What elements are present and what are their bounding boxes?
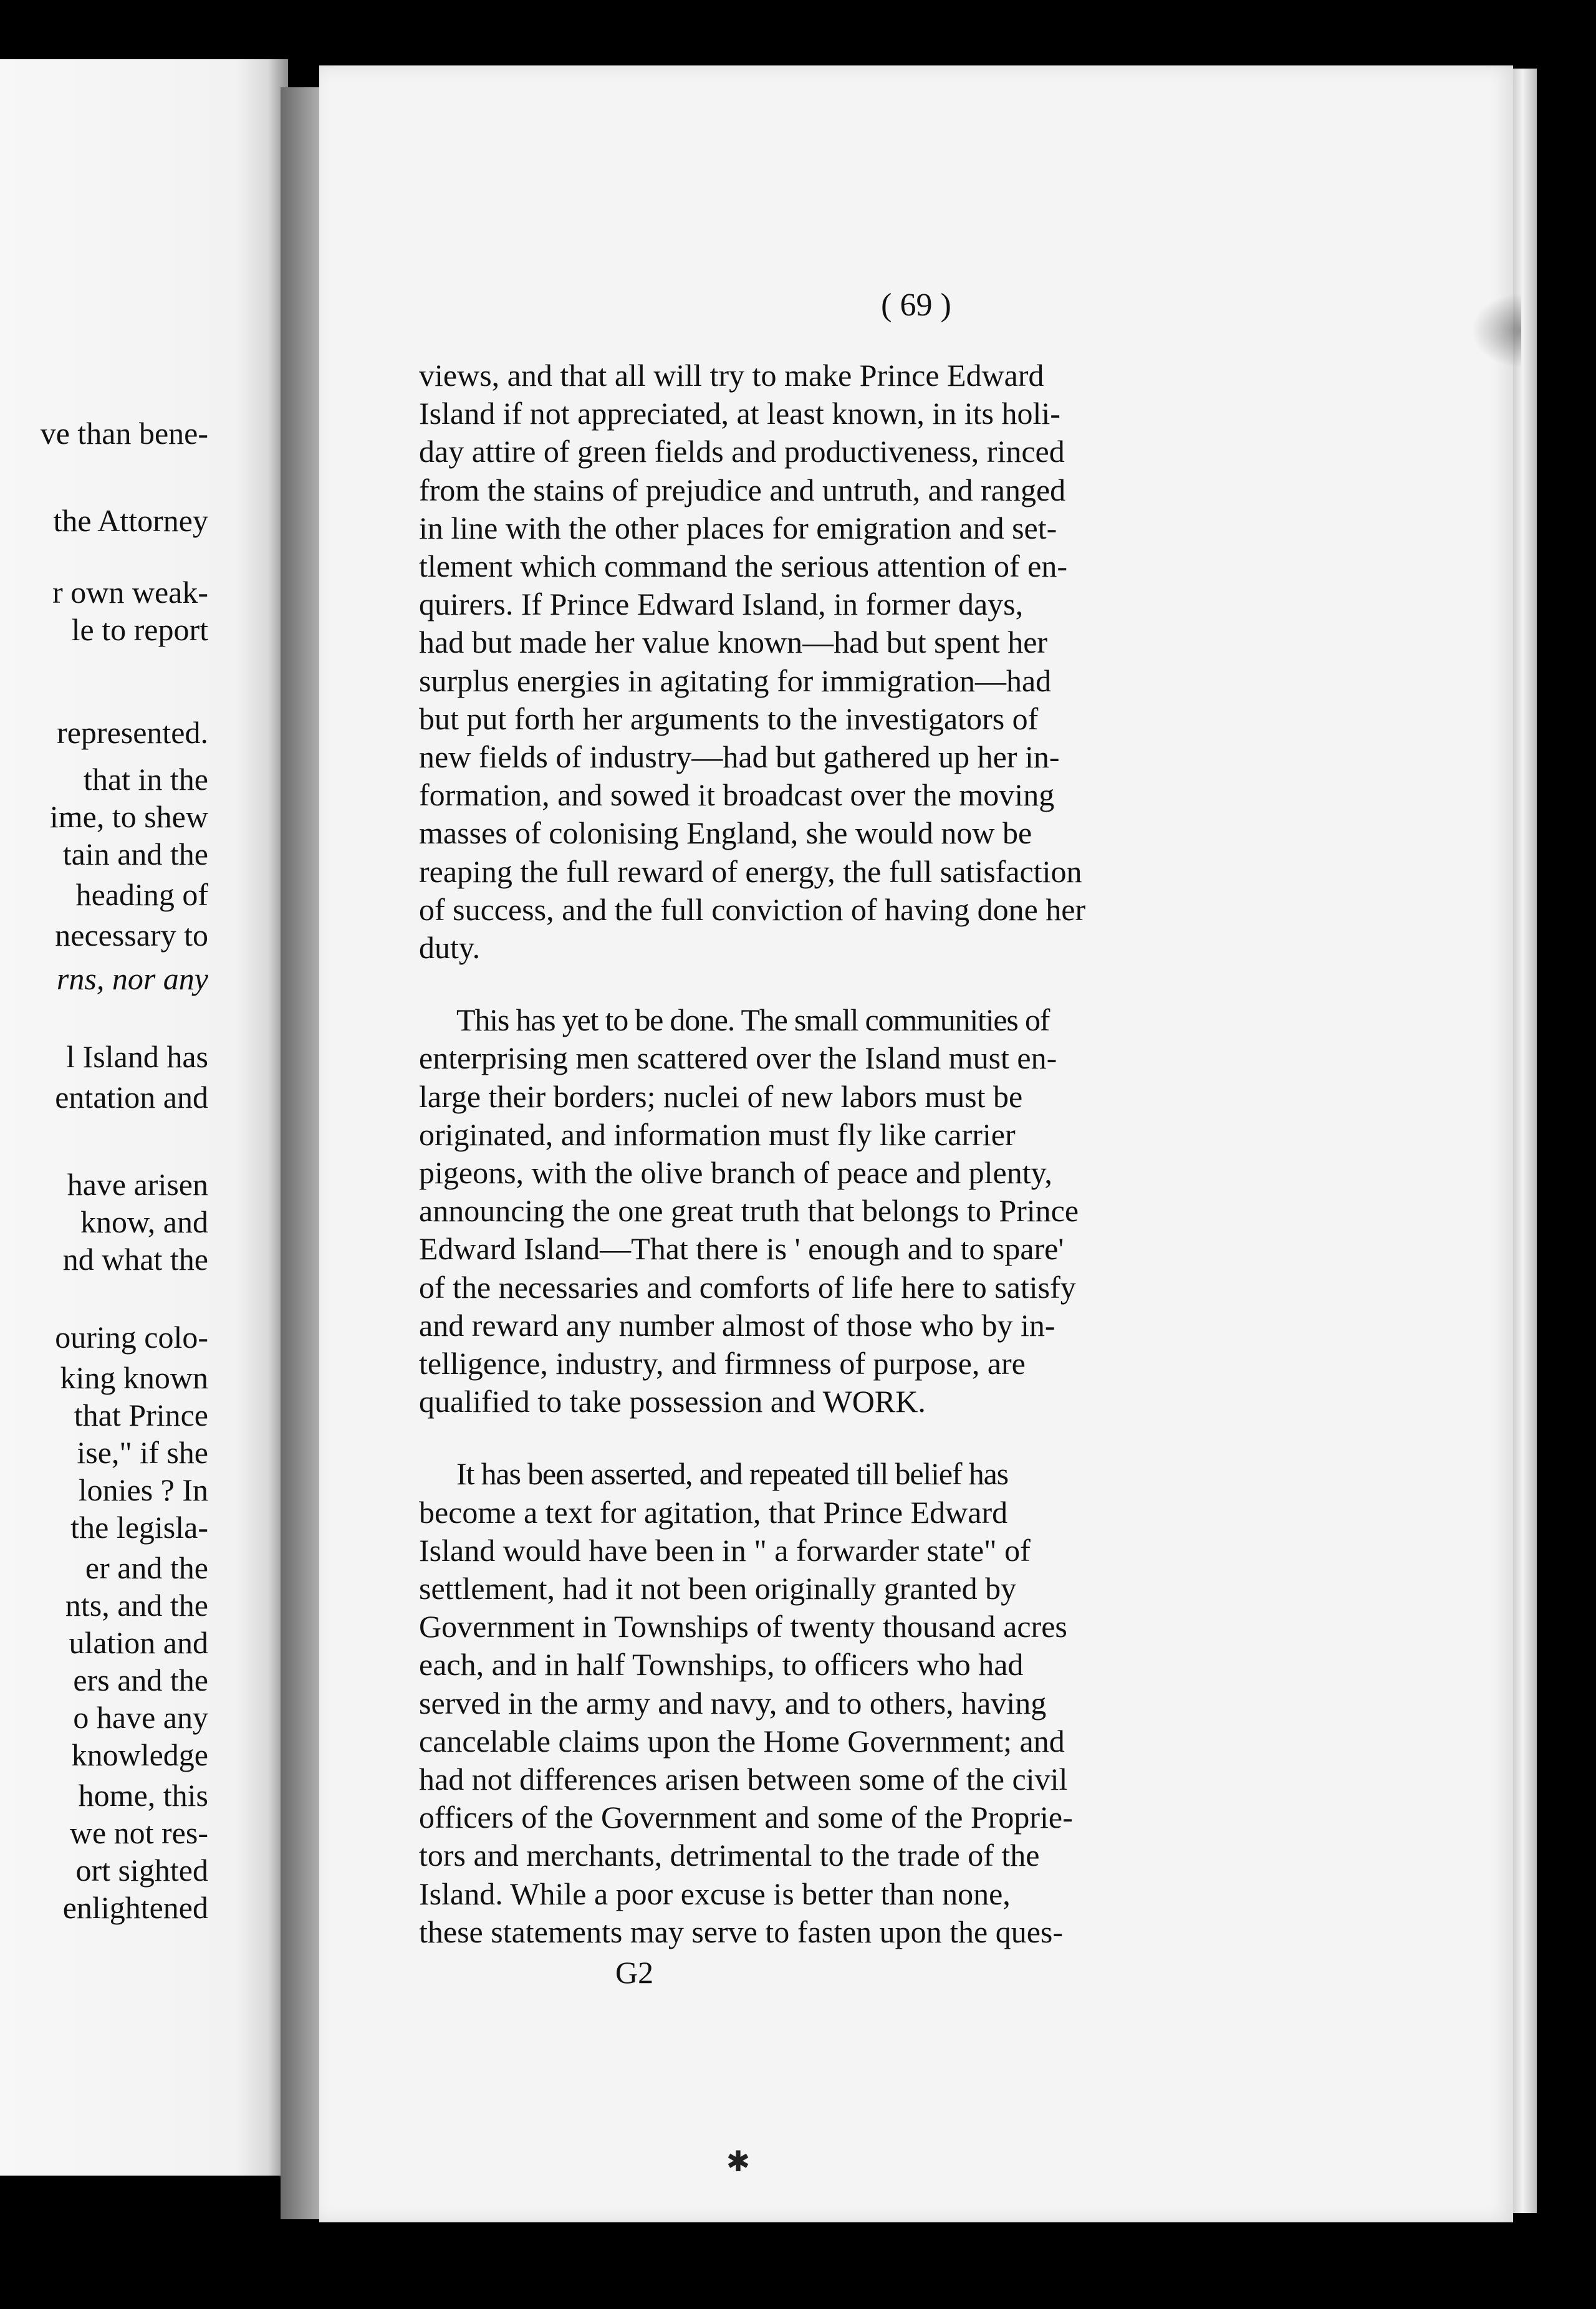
- body-text-line: but put forth her arguments to the investigators of: [419, 701, 1039, 736]
- body-text-line: new fields of industry—had but gathered up her in-: [419, 739, 1060, 774]
- left-text-line: necessary to: [55, 918, 208, 953]
- left-text-line: that Prince: [74, 1398, 208, 1433]
- body-text-line: views, and that all will try to make Prince Edward: [419, 358, 1044, 393]
- body-text-line: formation, and sowed it broadcast over the moving: [419, 777, 1055, 812]
- body-text-line: pigeons, with the olive branch of peace and plenty,: [419, 1155, 1052, 1190]
- page-edge: [1513, 69, 1537, 2213]
- left-text-line: l Island has: [66, 1039, 208, 1074]
- body-text-line: in line with the other places for emigration and set-: [419, 511, 1057, 545]
- ornament-icon: ✱: [726, 2146, 751, 2177]
- left-text-line: we not res-: [69, 1815, 208, 1850]
- body-text-line: officers of the Government and some of the Proprie-: [419, 1800, 1073, 1835]
- right-page: [319, 65, 1513, 2222]
- body-text-line: of success, and the full conviction of having done her: [419, 892, 1086, 927]
- body-text-line: enterprising men scattered over the Island must en-: [419, 1040, 1057, 1075]
- body-text-line: Island would have been in " a forwarder state" of: [419, 1533, 1031, 1568]
- body-text-line: Government in Townships of twenty thousand acres: [419, 1609, 1067, 1644]
- left-text-line: tain and the: [62, 837, 208, 871]
- left-text-line: that in the: [84, 762, 208, 797]
- body-text-line: surplus energies in agitating for immigration—had: [419, 663, 1052, 698]
- body-text-line: quirers. If Prince Edward Island, in former days,: [419, 587, 1024, 622]
- left-text-line: home, this: [78, 1778, 208, 1813]
- left-text-line: ise," if she: [77, 1435, 208, 1470]
- body-text-line: duty.: [419, 930, 481, 965]
- left-text-line: ulation and: [69, 1625, 208, 1660]
- left-text-line: king known: [60, 1360, 208, 1395]
- body-text-line: and reward any number almost of those who by in-: [419, 1308, 1055, 1343]
- body-text-line: day attire of green fields and productiveness, rinced: [419, 434, 1065, 469]
- body-text-line: become a text for agitation, that Prince Edward: [419, 1495, 1008, 1530]
- body-text-line: It has been asserted, and repeated till belief has: [456, 1456, 1008, 1491]
- left-text-line: have arisen: [67, 1167, 208, 1202]
- body-text-line: Island if not appreciated, at least known, in its holi-: [419, 396, 1060, 431]
- body-text-line: announcing the one great truth that belongs to Prince: [419, 1193, 1079, 1228]
- body-text-line: large their borders; nuclei of new labors must be: [419, 1079, 1023, 1114]
- body-text-line: cancelable claims upon the Home Government; and: [419, 1724, 1065, 1759]
- left-text-line: ouring colo-: [55, 1320, 208, 1355]
- body-text-line: served in the army and navy, and to others, having: [419, 1686, 1047, 1721]
- body-text-line: these statements may serve to fasten upon the ques-: [419, 1914, 1064, 1949]
- body-text-line: of the necessaries and comforts of life here to satisfy: [419, 1270, 1076, 1305]
- body-text-line: each, and in half Townships, to officers who had: [419, 1647, 1024, 1682]
- body-text-line: telligence, industry, and firmness of purpose, are: [419, 1346, 1026, 1381]
- body-text-line: tlement which command the serious attention of en-: [419, 549, 1067, 583]
- body-text-line: originated, and information must fly like carrier: [419, 1117, 1016, 1152]
- left-text-line: knowledge: [71, 1737, 208, 1772]
- left-text-line: ers and the: [73, 1663, 208, 1697]
- left-text-line: nd what the: [62, 1242, 208, 1277]
- body-text-line: tors and merchants, detrimental to the trade of the: [419, 1838, 1040, 1873]
- left-text-line: the legisla-: [70, 1510, 208, 1545]
- body-text-line: had but made her value known—had but spent her: [419, 625, 1048, 660]
- left-text-line: entation and: [55, 1080, 208, 1115]
- left-text-line: lonies ? In: [78, 1472, 208, 1507]
- page-number: ( 69 ): [881, 287, 951, 323]
- left-text-line: ve than bene-: [40, 416, 208, 451]
- left-text-line: represented.: [57, 715, 208, 750]
- left-text-line: ime, to shew: [49, 799, 208, 834]
- edge-shadow: [1471, 293, 1521, 368]
- left-text-line: nts, and the: [65, 1588, 208, 1623]
- body-text-line: qualified to take possession and WORK.: [419, 1384, 926, 1419]
- body-text-line: had not differences arisen between some of the civil: [419, 1762, 1068, 1797]
- body-text-line: settlement, had it not been originally granted by: [419, 1571, 1017, 1606]
- left-text-line: er and the: [85, 1550, 208, 1585]
- body-text-line: masses of colonising England, she would now be: [419, 815, 1032, 850]
- left-text-line: le to report: [71, 612, 208, 647]
- body-text-line: Edward Island—That there is ' enough and to spare': [419, 1231, 1064, 1266]
- left-text-line: the Attorney: [53, 503, 208, 538]
- left-text-line: rns, nor any: [56, 961, 208, 996]
- body-text-line: This has yet to be done. The small communities of: [456, 1002, 1050, 1037]
- left-text-line: r own weak-: [52, 575, 208, 610]
- body-text-line: Island. While a poor excuse is better than none,: [419, 1876, 1011, 1911]
- left-text-line: heading of: [75, 877, 208, 912]
- body-text-line: reaping the full reward of energy, the full satisfaction: [419, 854, 1082, 889]
- left-text-line: enlightened: [62, 1890, 208, 1925]
- left-page: [0, 59, 288, 2176]
- left-text-line: know, and: [80, 1204, 208, 1239]
- body-text-line: from the stains of prejudice and untruth, and ranged: [419, 473, 1066, 507]
- left-text-line: o have any: [73, 1700, 208, 1735]
- signature-mark: G2: [615, 1955, 654, 1990]
- left-text-line: ort sighted: [75, 1853, 208, 1888]
